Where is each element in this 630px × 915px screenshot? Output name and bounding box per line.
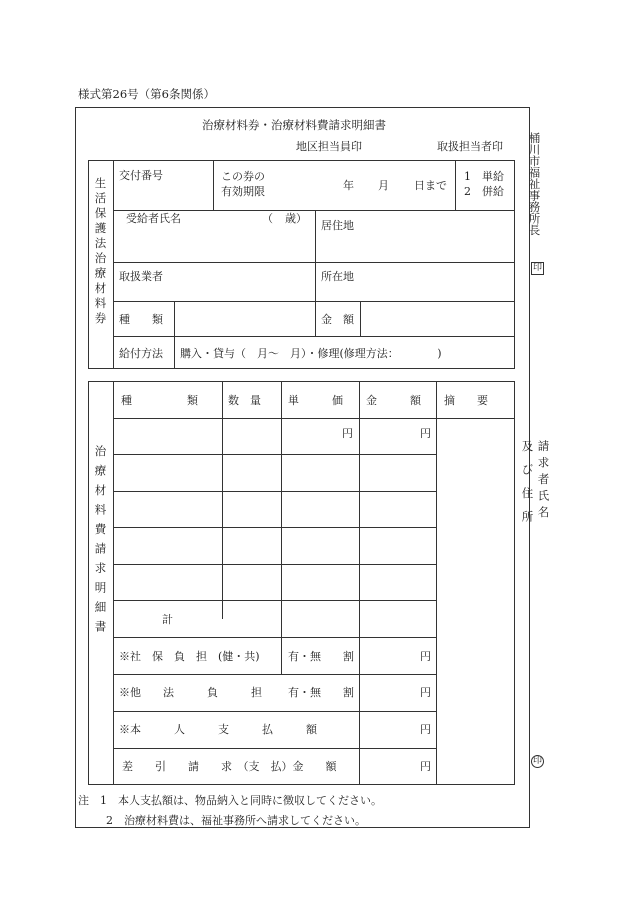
net-claim-label: 差 引 請 求 （支 払）金 額 [122,760,337,773]
office-head-seal-icon: 印 [532,263,542,273]
office-head-label: 桶川市福祉事務所長 [527,132,542,236]
item-type-label: 種 類 [119,313,163,326]
dealer-location-label: 所在地 [321,270,354,283]
residence-label: 居住地 [321,219,354,232]
form-title: 治療材料券・治療材料費請求明細書 [202,118,386,132]
handler-seal-label: 取扱担当者印 [437,140,503,153]
self-payment-label: ※本 人 支 払 額 [119,723,317,736]
header-type: 種 類 [121,394,198,407]
note-2: 2 治療材料費は、福祉事務所へ請求してください。 [106,814,366,827]
net-claim-yen: 円 [420,760,431,773]
combined-benefit-option: 2 併給 [464,185,504,198]
validity-until-label: 日まで [414,179,447,192]
social-insurance-yen: 円 [420,650,431,663]
age-label: 歳） [285,212,307,225]
header-remarks: 摘 要 [444,394,488,407]
header-amount: 金 額 [366,394,421,407]
other-law-label: ※他 法 負 担 [119,686,262,699]
validity-label-line1: この券の [221,170,265,183]
issue-number-label: 交付番号 [119,169,163,182]
social-insurance-rate: 有・無 割 [288,650,354,663]
validity-month-label: 月 [378,179,389,192]
form-number: 様式第26号（第6条関係） [78,87,215,101]
amount-yen: 円 [420,427,431,440]
validity-year-label: 年 [343,179,354,192]
total-label: 計 [162,613,173,626]
unit-price-yen: 円 [342,427,353,440]
recipient-name-label: 受給者氏名 [126,212,181,225]
claim-side-label: 治療材料費請求明細書 [93,445,108,640]
supply-method-options: 購入・貸与（ 月～ 月）・修理(修理方法： ) [180,347,442,360]
age-open-paren: （ [262,212,273,225]
header-quantity: 数 量 [228,394,261,407]
amount-label: 金 額 [321,313,354,326]
claimant-seal-icon: 印 [532,756,542,766]
other-law-rate: 有・無 割 [288,686,354,699]
dealer-label: 取扱業者 [119,270,163,283]
social-insurance-label: ※社 保 負 担 (健・共) [119,650,260,663]
note-1: 注 1 本人支払額は、物品納入と同時に徴収してください。 [78,794,382,807]
voucher-table [88,160,515,369]
header-unit-price: 単 価 [288,394,343,407]
supply-method-label: 給付方法 [119,347,163,360]
self-payment-yen: 円 [420,723,431,736]
validity-label-line2: 有効期限 [221,185,265,198]
voucher-side-label: 生活保護法治療材料券 [93,177,108,327]
claimant-address-label: 及び住所 [520,440,535,534]
single-benefit-option: 1 単給 [464,170,504,183]
claimant-name-label: 請求者氏名 [536,440,551,523]
district-officer-seal-label: 地区担当員印 [296,140,362,153]
other-law-yen: 円 [420,686,431,699]
